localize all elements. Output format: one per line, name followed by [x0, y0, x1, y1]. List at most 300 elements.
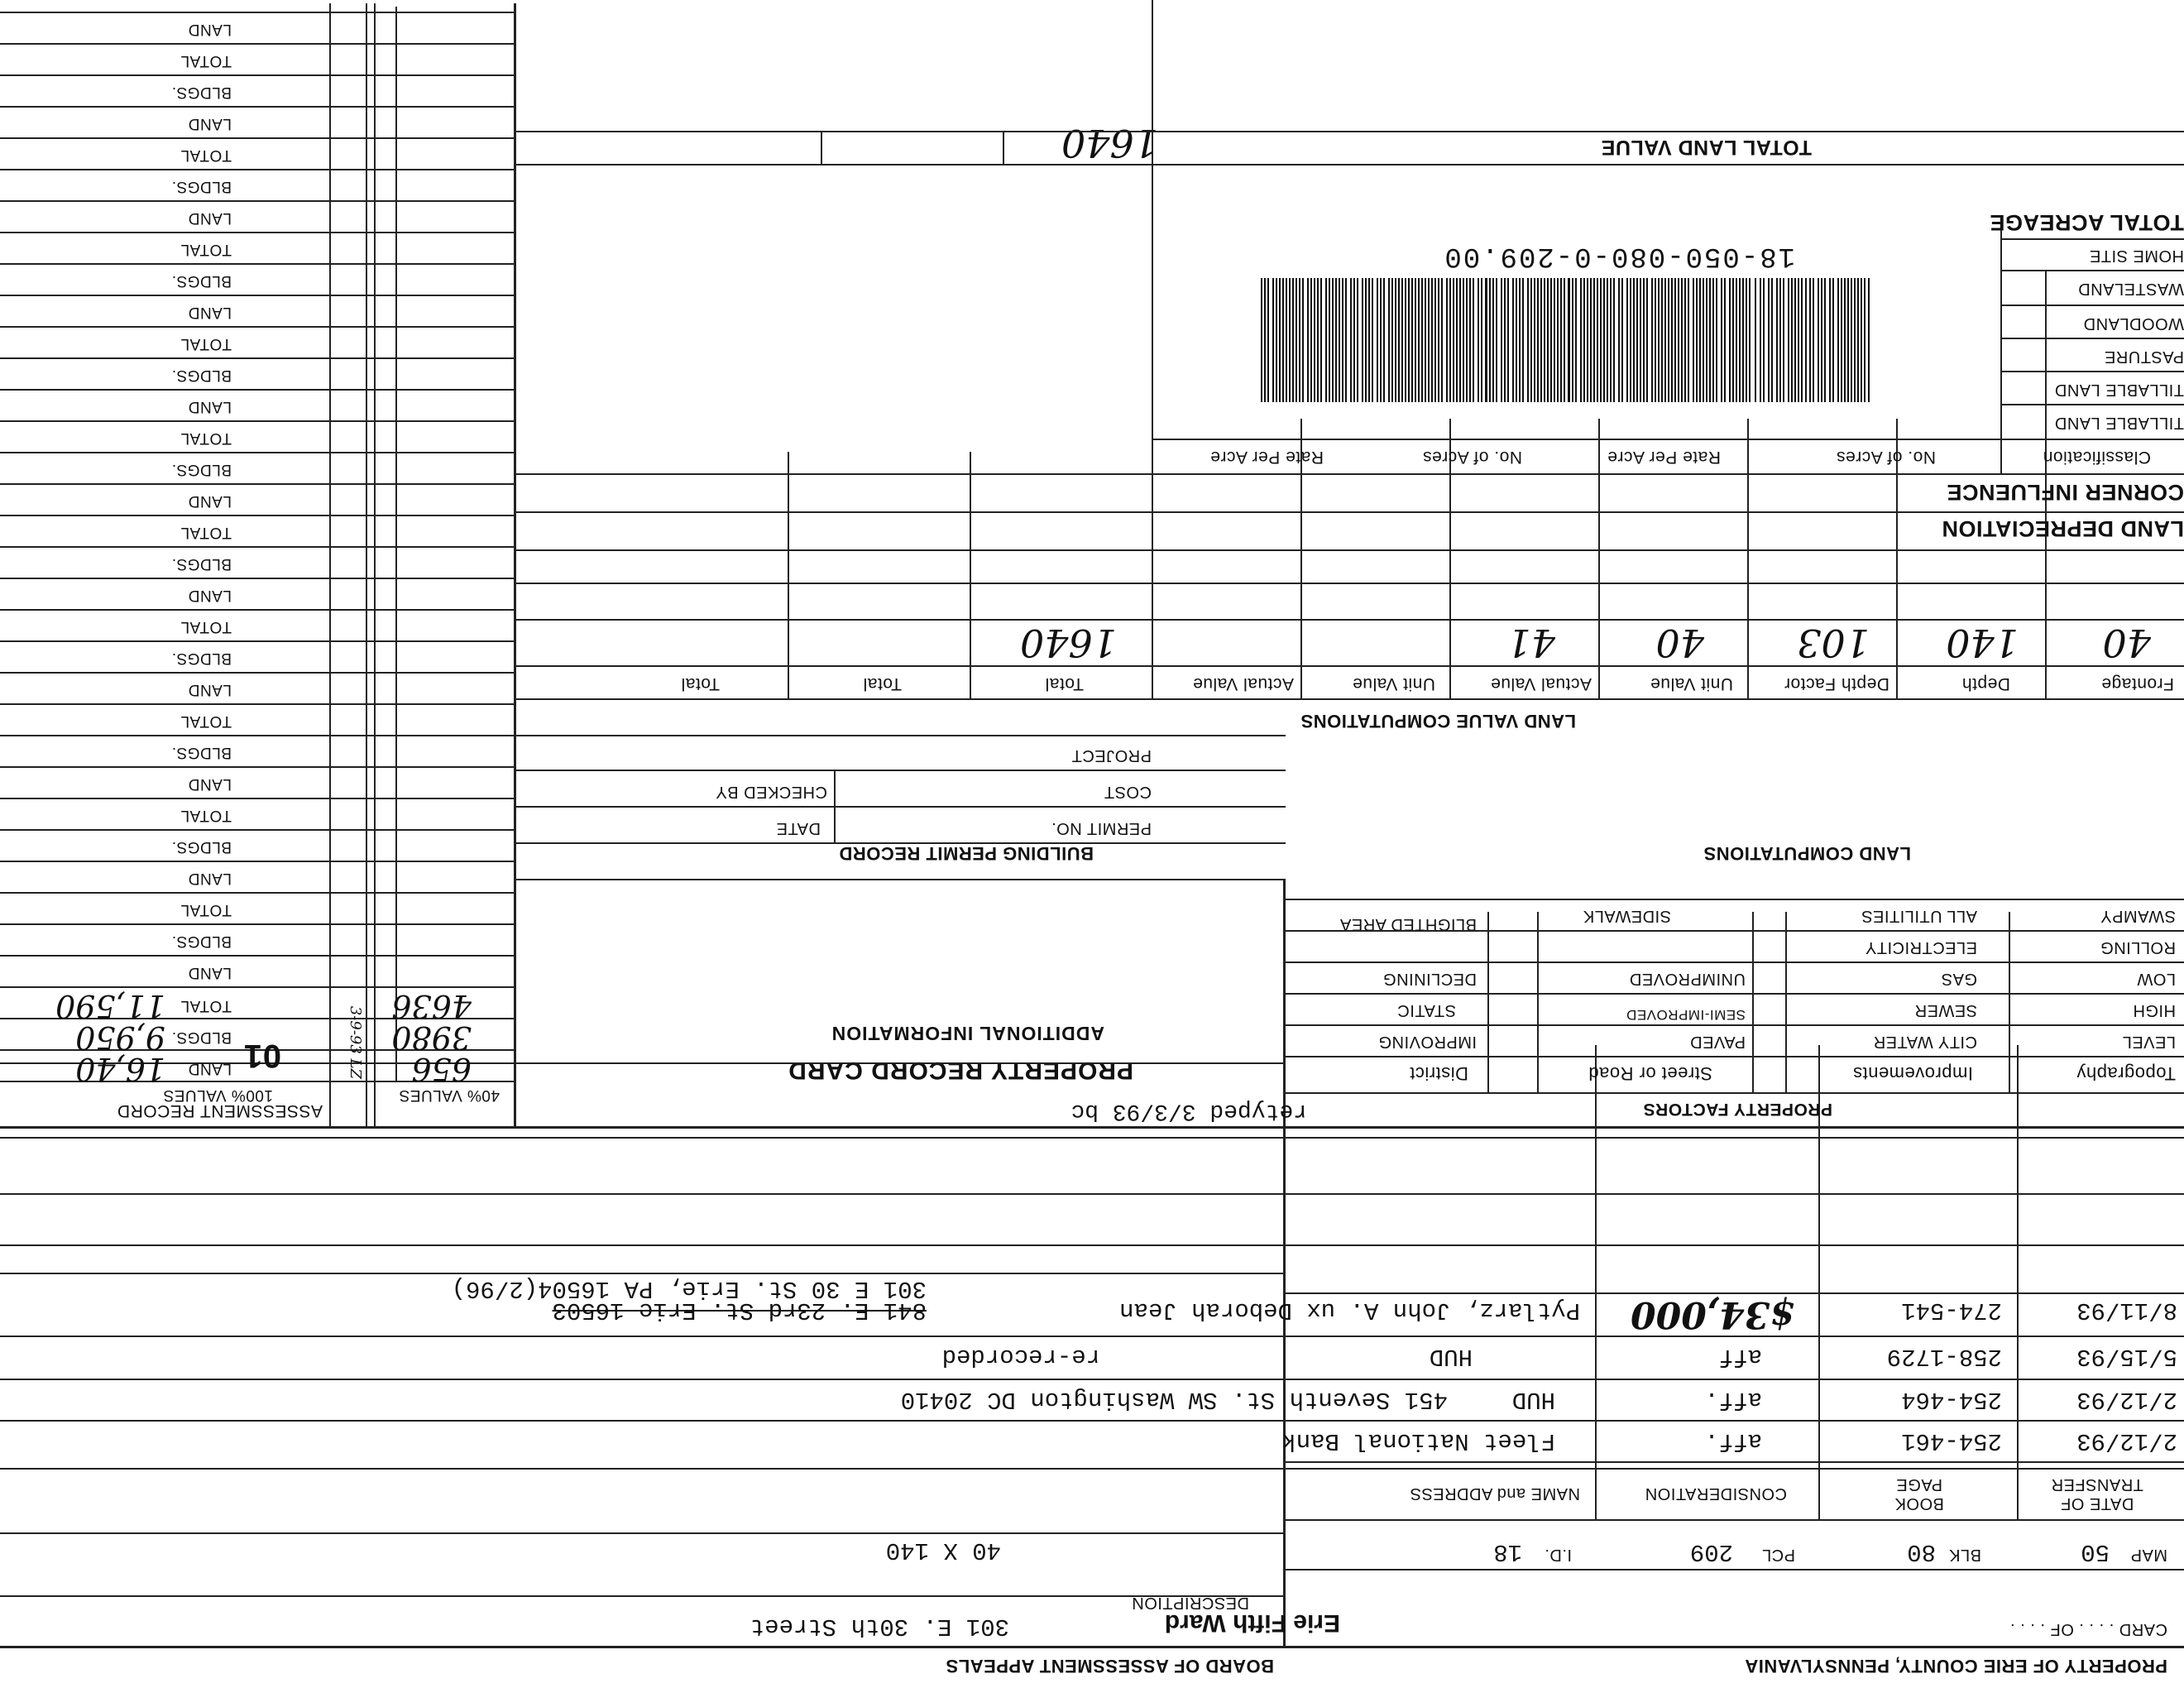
divider	[0, 1532, 1286, 1534]
col-actual-value-2: Actual Value	[1192, 674, 1294, 693]
assessment-row-label: LAND	[188, 964, 232, 981]
barcode-bar	[1405, 278, 1406, 402]
assessment-row-label: BLDGS.	[171, 650, 232, 667]
assessment-grid	[0, 7, 516, 1082]
divider	[1286, 961, 2184, 963]
barcode-bar	[1681, 278, 1683, 402]
bldgs-40: 3980	[391, 1019, 472, 1056]
barcode-bar	[1320, 278, 1322, 402]
transfer-address-new: 301 E 30 St. Erie, PA 16504(2/96)	[451, 1275, 927, 1302]
barcode-bar	[1418, 278, 1420, 402]
topo-level: LEVEL	[2122, 1033, 2176, 1051]
divider	[1286, 1292, 2184, 1294]
assessment-row-label: BLDGS.	[171, 272, 232, 290]
barcode-bar	[1507, 278, 1509, 402]
barcode-bar	[1813, 278, 1814, 402]
assessment-row-line	[0, 106, 516, 108]
barcode-bar	[1310, 278, 1312, 402]
assessment-row-line	[0, 137, 516, 139]
divider	[0, 1336, 2184, 1337]
barcode-bar	[1463, 278, 1464, 402]
total-land-value-label: TOTAL LAND VALUE	[1601, 136, 1812, 159]
barcode-bar	[1655, 278, 1656, 402]
barcode-bar	[1560, 278, 1562, 402]
divider	[516, 549, 2184, 551]
total-land-value-amount: 1640	[1061, 121, 1158, 165]
acres-header: No. of Acres	[1836, 448, 1936, 467]
barcode-bar	[1587, 278, 1588, 402]
barcode-bar	[1829, 278, 1831, 402]
barcode-bar	[1438, 278, 1439, 402]
barcode-bar	[1434, 278, 1436, 402]
divider	[1286, 899, 2184, 900]
assessment-row-label: BLDGS.	[171, 744, 232, 761]
barcode-bar	[1809, 278, 1811, 402]
assessment-row-line	[0, 232, 516, 233]
barcode-bar	[1801, 278, 1803, 402]
col-unit-value: Unit Value	[1650, 674, 1733, 693]
assessment-row-line	[0, 452, 516, 453]
barcode-bar	[1696, 278, 1698, 402]
assessment-row-label: TOTAL	[180, 429, 232, 447]
barcode-bar	[1724, 278, 1726, 402]
barcode-bar	[1739, 278, 1741, 402]
barcode-bar	[1537, 278, 1539, 402]
barcode-bar	[1721, 278, 1722, 402]
class-tillable-2: TILLABLE LAND	[2054, 381, 2184, 399]
assessment-title: ASSESSMENT RECORD	[117, 1101, 323, 1120]
district-blighted: BLIGHTED AREA	[1339, 915, 1477, 933]
barcode-bar	[1339, 278, 1340, 402]
divider	[788, 452, 789, 700]
divider	[516, 879, 1286, 880]
barcode-bar	[1841, 278, 1842, 402]
barcode-bar	[1372, 278, 1373, 402]
divider	[0, 1646, 2184, 1648]
col-total-3: Total	[681, 674, 720, 693]
district-declining: DECLINING	[1382, 970, 1477, 988]
barcode-bar	[1401, 278, 1403, 402]
imp-all-utilities: ALL UTILITIES	[1861, 907, 1977, 925]
barcode-bar	[1864, 278, 1866, 402]
divider	[516, 473, 2184, 475]
divider	[0, 1420, 2184, 1422]
barcode-bar	[1292, 278, 1294, 402]
assessment-row-label: LAND	[188, 398, 232, 415]
assessment-row-label: TOTAL	[180, 146, 232, 164]
divider	[516, 511, 2184, 513]
transfer-consideration: aff.	[1704, 1427, 1762, 1455]
barcode-label	[1241, 228, 1919, 419]
barcode-bar	[1362, 278, 1363, 402]
map-label: MAP	[2130, 1546, 2167, 1564]
blk-label: BLK	[1948, 1546, 1981, 1564]
barcode-bar	[1466, 278, 1468, 402]
barcode-bar	[1489, 278, 1491, 402]
barcode-bar	[1844, 278, 1846, 402]
barcode-bar	[1854, 278, 1856, 402]
barcode-bar	[1299, 278, 1300, 402]
row-land: LAND	[188, 1060, 232, 1077]
retyped-note: retyped 3/3/93 bc	[1070, 1098, 1307, 1124]
barcode-bar	[1742, 278, 1744, 402]
barcode-bar	[1794, 278, 1796, 402]
barcode-bar	[1302, 278, 1304, 402]
barcode-bar	[1674, 278, 1676, 402]
assessment-row-label: TOTAL	[180, 335, 232, 352]
barcode-bar	[1600, 278, 1602, 402]
divider	[834, 771, 836, 844]
divider	[0, 1273, 1286, 1274]
divider	[516, 164, 2184, 165]
property-factors-title: PROPERTY FACTORS	[1643, 1100, 1832, 1119]
barcode-bar	[1395, 278, 1396, 402]
assessment-row-line	[0, 640, 516, 642]
barcode-bar	[1276, 278, 1277, 402]
barcode-bar	[1590, 278, 1592, 402]
divider	[2017, 1045, 2019, 1521]
barcode-bar	[1580, 278, 1582, 402]
assessment-row-label: TOTAL	[180, 901, 232, 918]
col-actual-value: Actual Value	[1490, 674, 1592, 693]
barcode-bar	[1818, 278, 1819, 402]
col-depth-factor: Depth Factor	[1784, 674, 1889, 693]
street-paved: PAVED	[1689, 1033, 1746, 1051]
barcode-bar	[1709, 278, 1711, 402]
barcode-bar	[1712, 278, 1714, 402]
barcode-bar	[1544, 278, 1545, 402]
topography-header: Topography	[2076, 1063, 2176, 1084]
transfer-book: 254-464	[1901, 1386, 2002, 1413]
barcode-bar	[1788, 278, 1789, 402]
divider	[1286, 930, 2184, 932]
bldgs-100: 9,950	[75, 1019, 165, 1056]
transfer-book: 254-461	[1901, 1427, 2002, 1455]
assessment-row-label: BLDGS.	[171, 838, 232, 856]
barcode-bar	[1779, 278, 1781, 402]
barcode-bar	[1289, 278, 1291, 402]
assessment-row-line	[0, 609, 516, 611]
assessment-row-line	[0, 389, 516, 391]
barcode-bar	[1398, 278, 1400, 402]
barcode-bar	[1610, 278, 1612, 402]
barcode-bar	[1473, 278, 1474, 402]
book-page-header: BOOK PAGE	[1894, 1475, 1944, 1513]
depth-value: 140	[1946, 621, 2019, 665]
barcode-bar	[1851, 278, 1852, 402]
barcode-bar	[1805, 278, 1807, 402]
barcode-bar	[1661, 278, 1663, 402]
assessment-row-line	[0, 295, 516, 296]
assessment-row-label: LAND	[188, 775, 232, 793]
transfer-date: 2/12/93	[2076, 1427, 2177, 1455]
barcode-bar	[1421, 278, 1423, 402]
description-street: 301 E. 30th Street	[750, 1613, 1009, 1640]
barcode-bar	[1350, 278, 1352, 402]
assessment-row-line	[0, 861, 516, 862]
assessment-row-line	[0, 43, 516, 45]
barcode-bar	[1832, 278, 1834, 402]
divider	[1537, 912, 1539, 1094]
street-unimproved: UNIMPROVED	[1629, 970, 1746, 988]
barcode-bar	[1771, 278, 1773, 402]
barcode-bar	[1868, 278, 1870, 402]
barcode-bar	[1282, 278, 1284, 402]
barcode-bar	[1550, 278, 1552, 402]
imp-gas: GAS	[1941, 970, 1977, 988]
topo-rolling: ROLLING	[2100, 938, 2176, 957]
divider	[1286, 1569, 2184, 1571]
record-card-title: PROPERTY RECORD CARD	[788, 1057, 1133, 1084]
land-value-computations-title: LAND VALUE COMPUTATIONS	[1300, 711, 1576, 731]
description-label: DESCRIPTION	[1131, 1594, 1249, 1612]
assessment-row-label: TOTAL	[180, 524, 232, 541]
barcode-bar	[1746, 278, 1747, 402]
acres-header-2: No. of Acres	[1422, 448, 1522, 467]
barcode-bar	[1534, 278, 1535, 402]
barcode-bar	[1530, 278, 1532, 402]
permit-checked-label: CHECKED BY	[715, 783, 827, 801]
divider	[516, 842, 1286, 844]
divider	[1595, 1045, 1597, 1521]
barcode-bar	[1618, 278, 1620, 402]
barcode-bar	[1286, 278, 1287, 402]
barcode-bar	[1732, 278, 1734, 402]
barcode-bar	[1736, 278, 1737, 402]
barcode-bar	[1485, 278, 1487, 402]
barcode-bar	[1522, 278, 1524, 402]
barcode-bar	[1267, 278, 1269, 402]
barcode-bar	[1408, 278, 1410, 402]
assessment-row-line	[0, 766, 516, 768]
divider	[2002, 270, 2184, 271]
rate-header-2: Rate Per Acre	[1209, 448, 1324, 467]
transfer-address-old: 841 E. 23rd St. Erie 16503	[552, 1297, 927, 1324]
barcode-bar	[1699, 278, 1701, 402]
barcode-bar	[1307, 278, 1309, 402]
pcl-number: 209	[1689, 1538, 1733, 1566]
permit-project-label: PROJECT	[1071, 746, 1152, 765]
divider	[1785, 912, 1787, 1094]
consideration-header: CONSIDERATION	[1645, 1484, 1787, 1503]
assessment-row-label: LAND	[188, 587, 232, 604]
divider	[0, 1244, 2184, 1246]
barcode-bar	[1492, 278, 1494, 402]
divider	[1286, 993, 2184, 995]
assessment-row-label: LAND	[188, 304, 232, 321]
blk-number: 80	[1907, 1538, 1936, 1566]
row-total: TOTAL	[180, 997, 232, 1014]
barcode-bar	[1446, 278, 1448, 402]
barcode-bar	[1296, 278, 1297, 402]
assessment-row-line	[0, 74, 516, 76]
land-depreciation-label: LAND DEPRECIATION	[1941, 516, 2184, 541]
additional-info-title: ADDITIONAL INFORMATION	[831, 1023, 1104, 1044]
assessment-row-line	[0, 326, 516, 328]
barcode-bar	[1583, 278, 1585, 402]
barcode-bar	[1449, 278, 1451, 402]
assessment-row-line	[0, 829, 516, 831]
divider	[1487, 912, 1489, 1094]
divider	[1752, 912, 1754, 1094]
barcode-bar	[1527, 278, 1529, 402]
assessment-row-line	[0, 263, 516, 265]
barcode-bar	[1519, 278, 1521, 402]
assessment-row-line	[0, 955, 516, 957]
divider	[516, 665, 2184, 667]
unit-value: 40	[1655, 621, 1704, 665]
divider	[1286, 1519, 2184, 1521]
transfer-book: 274-541	[1901, 1297, 2002, 1324]
transfer-date: 2/12/93	[2076, 1386, 2177, 1413]
total-value: 1640	[1019, 621, 1117, 665]
assessment-row-line	[0, 12, 516, 13]
barcode-bar	[1425, 278, 1426, 402]
land-100: 16,40	[75, 1051, 165, 1087]
assessment-row-label: LAND	[188, 492, 232, 510]
imp-city-water: CITY WATER	[1873, 1033, 1977, 1051]
divider	[516, 770, 1286, 771]
assessment-column-line	[329, 7, 331, 1082]
barcode-bar	[1568, 278, 1570, 402]
barcode-bar	[1824, 278, 1826, 402]
barcode-bar	[1504, 278, 1506, 402]
barcode-bar	[1613, 278, 1615, 402]
transfer-name: HUD	[1429, 1343, 1473, 1370]
barcode-bar	[1678, 278, 1679, 402]
barcode-bar	[1501, 278, 1502, 402]
assessment-row-line	[0, 357, 516, 359]
assessment-row-line	[0, 703, 516, 705]
barcode-bar	[1749, 278, 1751, 402]
divider	[2002, 371, 2184, 372]
transfer-name: Fleet National Bank	[1281, 1427, 1555, 1455]
barcode-bar	[1857, 278, 1859, 402]
barcode-bar	[1671, 278, 1673, 402]
barcode-bar	[1664, 278, 1666, 402]
improvements-header: Improvements	[1852, 1063, 1973, 1084]
divider	[0, 1468, 2184, 1470]
barcode-bar	[1564, 278, 1565, 402]
assessment-row-label: TOTAL	[180, 712, 232, 730]
district-improving: IMPROVING	[1378, 1033, 1477, 1051]
barcode-bar	[1261, 278, 1262, 402]
frontage-value: 40	[2102, 621, 2151, 665]
assessment-row-label: BLDGS.	[171, 367, 232, 384]
col-total-1: Total	[1045, 674, 1084, 693]
barcode-bar	[1636, 278, 1638, 402]
divider	[821, 132, 822, 165]
barcode-bar	[1345, 278, 1347, 402]
divider	[2002, 305, 2184, 306]
barcode-bar	[1847, 278, 1849, 402]
barcode-bar	[1357, 278, 1358, 402]
classification-header: Classification	[2043, 448, 2151, 467]
id-number: 18	[1493, 1538, 1522, 1566]
barcode-bar	[1325, 278, 1327, 402]
permit-number-label: PERMIT NO.	[1051, 819, 1152, 837]
col-unit-value-2: Unit Value	[1352, 674, 1435, 693]
barcode-bar	[1459, 278, 1461, 402]
assessment-row-label: LAND	[188, 870, 232, 887]
barcode-bar	[1335, 278, 1337, 402]
divider	[516, 619, 2184, 621]
barcode-bar	[1861, 278, 1862, 402]
divider	[2002, 238, 2184, 240]
assessment-row-line	[0, 546, 516, 548]
name-address-header: NAME and ADDRESS	[1410, 1484, 1580, 1503]
divider	[1286, 1461, 2184, 1463]
divider	[0, 1379, 2184, 1380]
divider	[1286, 1024, 2184, 1026]
topo-low: LOW	[2136, 970, 2176, 988]
class-wasteland: WASTELAND	[2077, 280, 2184, 298]
corner-influence-label: CORNER INFLUENCE	[1946, 480, 2184, 505]
col-frontage: Frontage	[2100, 674, 2174, 693]
barcode-bar	[1651, 278, 1653, 402]
total-100: 11,590	[55, 988, 165, 1024]
divider	[1286, 1056, 2184, 1057]
barcode-bar	[1540, 278, 1542, 402]
assessment-row-label: BLDGS.	[171, 461, 232, 478]
total-acreage-label: TOTAL ACREAGE	[1989, 210, 2184, 235]
col-100-header: 100% VALUES	[163, 1086, 273, 1104]
assessment-row-line	[0, 892, 516, 894]
barcode-bar	[1478, 278, 1479, 402]
assessment-row-line	[0, 735, 516, 736]
barcode-bar	[1469, 278, 1471, 402]
divider	[0, 1137, 2184, 1139]
permit-date-label: DATE	[776, 819, 821, 837]
barcode-bar	[1317, 278, 1319, 402]
transfer-consideration: $34,000	[1630, 1293, 1795, 1336]
barcode-bar	[1755, 278, 1756, 402]
transfer-consideration: aff	[1718, 1343, 1762, 1370]
barcode-bar	[1693, 278, 1694, 402]
divider	[0, 1193, 2184, 1195]
divider	[1003, 132, 1004, 165]
divider	[1153, 439, 2184, 440]
assessment-row-label: TOTAL	[180, 52, 232, 70]
barcode-bar	[1837, 278, 1839, 402]
transfer-name: HUD	[1511, 1386, 1555, 1413]
barcode-bar	[1481, 278, 1482, 402]
barcode-bar	[1456, 278, 1458, 402]
transfer-date: 5/15/93	[2076, 1343, 2177, 1370]
barcode-bar	[1557, 278, 1559, 402]
assessment-row-label: BLDGS.	[171, 933, 232, 950]
barcode-bar	[1776, 278, 1778, 402]
divider	[516, 583, 2184, 584]
barcode-bar	[1365, 278, 1367, 402]
barcode-bar	[1703, 278, 1704, 402]
assessment-row-label: TOTAL	[180, 618, 232, 635]
assessment-row-label: LAND	[188, 209, 232, 227]
assessment-row-label: LAND	[188, 115, 232, 132]
divider	[2002, 338, 2184, 339]
topo-high: HIGH	[2133, 1001, 2176, 1019]
barcode-bar	[1332, 278, 1334, 402]
board-label: BOARD OF ASSESSMENT APPEALS	[946, 1656, 1274, 1676]
street-sidewalk: SIDEWALK	[1583, 907, 1671, 925]
barcode-bar	[1496, 278, 1497, 402]
barcode-bar	[1383, 278, 1385, 402]
barcode-bar	[1380, 278, 1382, 402]
assessment-row-label: LAND	[188, 681, 232, 698]
barcode-bar	[1684, 278, 1686, 402]
barcode-bar	[1688, 278, 1689, 402]
barcode-bar	[1512, 278, 1514, 402]
